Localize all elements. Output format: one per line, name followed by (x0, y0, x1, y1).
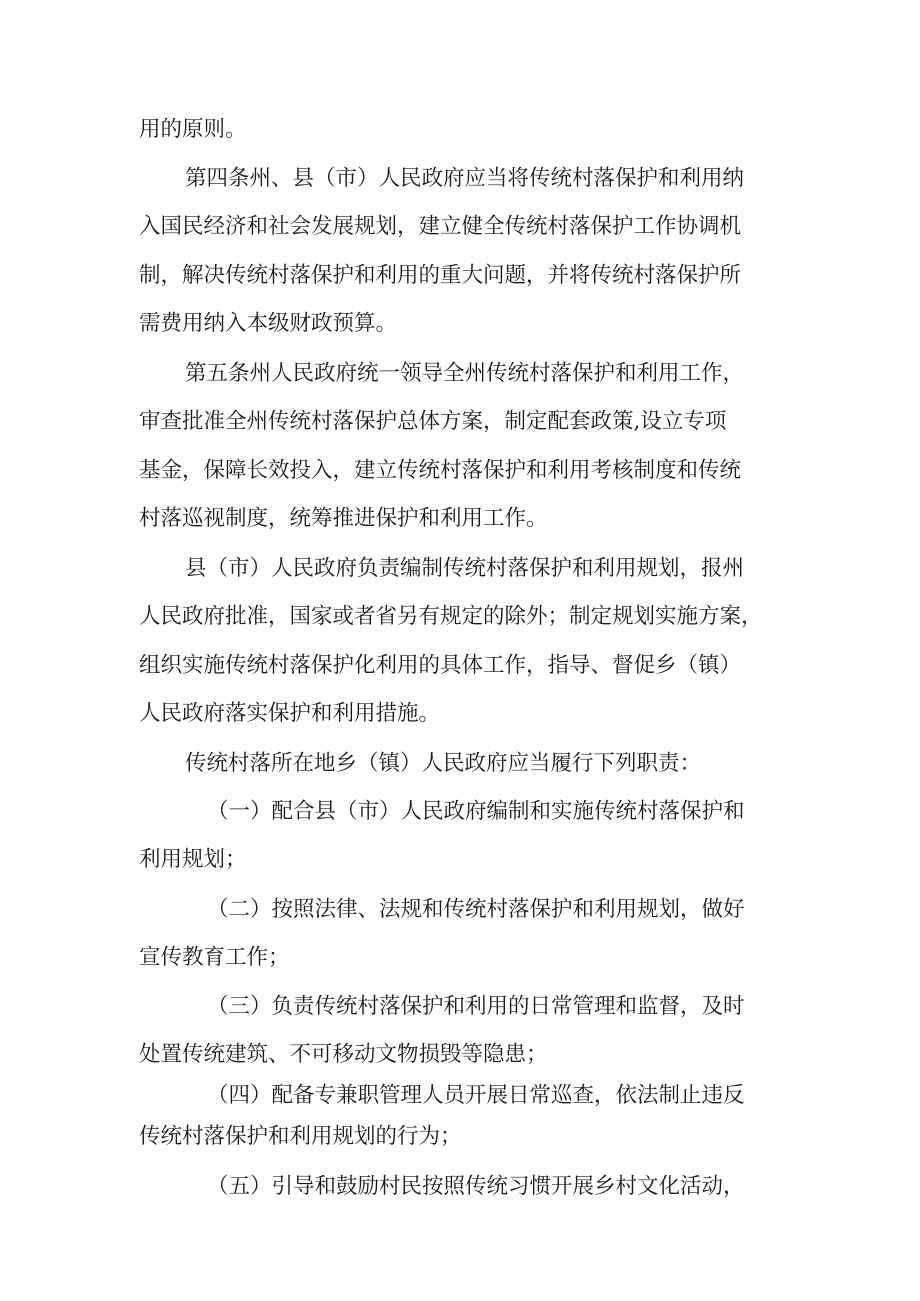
text-line: 第五条州人民政府统一领导全州传统村落保护和利用工作， (185, 361, 745, 386)
text-line: 宣传教育工作； (139, 945, 290, 970)
text-line: 审查批准全州传统村落保护总体方案，制定配套政策,设立专项 (139, 409, 727, 434)
text-line: 基金，保障长效投入，建立传统村落保护和利用考核制度和传统 (139, 458, 742, 483)
text-line: 制，解决传统村落保护和利用的重大问题，并将传统村落保护所 (139, 263, 742, 288)
text-line: 县（市）人民政府负责编制传统村落保护和利用规划，报州 (185, 556, 745, 581)
text-line: 组织实施传统村落保护化利用的具体工作，指导、督促乡（镇） (139, 653, 742, 678)
text-line: （三）负责传统村落保护和利用的日常管理和监督，及时 (207, 994, 745, 1019)
text-line: 利用规划； (139, 847, 247, 872)
text-line: 村落巡视制度，统筹推进保护和利用工作。 (139, 506, 548, 531)
text-line: 第四条州、县（市）人民政府应当将传统村落保护和利用纳 (185, 166, 745, 191)
text-line: 人民政府落实保护和利用措施。 (139, 701, 441, 726)
text-line: 传统村落保护和利用规划的行为； (139, 1124, 462, 1149)
text-line: 传统村落所在地乡（镇）人民政府应当履行下列职责： (185, 751, 702, 776)
text-line: 入国民经济和社会发展规划，建立健全传统村落保护工作协调机 (139, 214, 742, 239)
text-line: （五）引导和鼓励村民按照传统习惯开展乡村文化活动， (207, 1174, 745, 1199)
text-line: （二）按照法律、法规和传统村落保护和利用规划，做好 (207, 897, 745, 922)
text-line: （一）配合县（市）人民政府编制和实施传统村落保护和 (207, 799, 745, 824)
text-line: （四）配备专兼职管理人员开展日常巡查，依法制止违反 (207, 1083, 745, 1108)
text-line: 人民政府批准，国家或者省另有规定的除外；制定规划实施方案， (139, 604, 763, 629)
text-line: 需费用纳入本级财政预算。 (139, 311, 398, 336)
text-line: 用的原则。 (139, 117, 247, 142)
text-line: 处置传统建筑、不可移动文物损毁等隐患； (139, 1042, 548, 1067)
